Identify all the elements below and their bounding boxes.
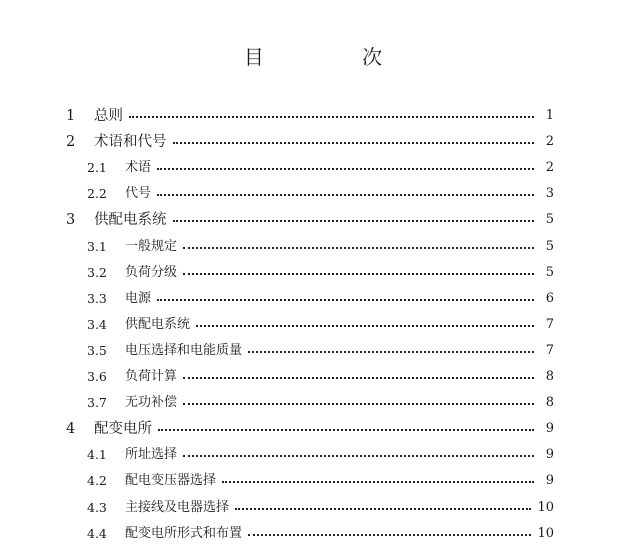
section-title: 供配电系统	[125, 316, 191, 332]
section-number: 3.4	[87, 316, 107, 332]
toc-entry[interactable]	[87, 338, 554, 364]
section-number: 2.2	[87, 186, 107, 202]
section-title: 电源	[125, 290, 152, 306]
section-title: 代号	[125, 186, 152, 202]
toc-entry[interactable]	[66, 207, 554, 233]
page-number: 7	[545, 316, 554, 332]
page-number: 2	[545, 160, 554, 176]
section-number: 3.1	[87, 238, 107, 254]
section-title: 配变电所形式和布置	[125, 525, 243, 541]
toc-entry[interactable]	[87, 234, 554, 260]
section-number: 1	[66, 108, 76, 124]
section-title: 所址选择	[125, 447, 178, 463]
dot-leader	[183, 247, 534, 249]
section-title: 主接线及电器选择	[125, 499, 230, 515]
section-number: 3.7	[87, 395, 107, 411]
dot-leader	[235, 508, 531, 510]
section-title: 供配电系统	[94, 212, 167, 229]
page-number: 9	[545, 473, 554, 489]
toc-entry[interactable]	[87, 468, 554, 494]
section-title: 配变电所	[94, 421, 152, 438]
page-number: 10	[537, 499, 554, 515]
section-title: 负荷计算	[125, 369, 178, 384]
section-number: 4	[66, 421, 76, 438]
page-number: 5	[545, 238, 554, 254]
toc-entry[interactable]	[66, 103, 554, 129]
dot-leader	[157, 168, 534, 170]
section-number: 4.1	[87, 447, 107, 463]
section-number: 3.5	[87, 342, 107, 358]
section-title: 术语和代号	[94, 134, 167, 151]
dot-leader	[248, 351, 534, 353]
dot-leader	[129, 116, 534, 118]
toc-entry[interactable]	[87, 181, 554, 207]
toc-entry[interactable]	[66, 416, 554, 442]
toc-entry[interactable]	[87, 260, 554, 286]
page-number: 5	[545, 264, 554, 280]
page-number: 2	[545, 134, 554, 150]
dot-leader	[183, 377, 534, 379]
page-number: 10	[537, 525, 554, 541]
page-number: 1	[545, 108, 554, 123]
section-title: 配电变压器选择	[125, 473, 217, 489]
section-title: 术语	[125, 160, 152, 176]
section-number: 3.2	[87, 264, 107, 280]
dot-leader	[222, 481, 534, 483]
toc-entry[interactable]	[87, 521, 554, 547]
page-number: 8	[545, 395, 554, 411]
dot-leader	[183, 273, 534, 275]
dot-leader	[248, 534, 531, 536]
section-number: 4.2	[87, 473, 107, 489]
page-number: 3	[545, 186, 554, 202]
page-number: 8	[545, 369, 554, 384]
dot-leader	[157, 194, 534, 196]
toc-entry[interactable]	[87, 442, 554, 468]
page-number: 9	[545, 447, 554, 463]
dot-leader	[183, 403, 534, 405]
toc-entry[interactable]	[87, 364, 554, 390]
toc-entry[interactable]	[66, 129, 554, 155]
section-title: 负荷分级	[125, 264, 178, 280]
toc-entry[interactable]	[87, 312, 554, 338]
section-number: 2.1	[87, 160, 107, 176]
section-number: 2	[66, 134, 76, 151]
section-number: 4.4	[87, 525, 107, 541]
dot-leader	[183, 455, 534, 457]
section-number: 4.3	[87, 499, 107, 515]
section-number: 3	[66, 212, 76, 229]
section-number: 3.3	[87, 290, 107, 306]
section-title: 一般规定	[125, 238, 178, 254]
dot-leader	[173, 142, 535, 144]
page-number: 5	[545, 212, 554, 228]
section-number: 3.6	[87, 369, 107, 384]
section-title: 无功补偿	[125, 395, 178, 411]
dot-leader	[173, 220, 535, 222]
dot-leader	[157, 299, 534, 301]
page-number: 7	[545, 342, 554, 358]
dot-leader	[158, 429, 534, 431]
section-title: 电压选择和电能质量	[125, 342, 243, 358]
toc-entry[interactable]	[87, 286, 554, 312]
toc-entry[interactable]	[87, 495, 554, 521]
toc-entry[interactable]	[87, 155, 554, 181]
section-title: 总则	[94, 108, 123, 124]
page-number: 6	[545, 290, 554, 306]
page-number: 9	[545, 421, 554, 437]
toc-title: 目 次	[243, 45, 429, 70]
toc-entry[interactable]	[87, 390, 554, 416]
dot-leader	[196, 325, 534, 327]
